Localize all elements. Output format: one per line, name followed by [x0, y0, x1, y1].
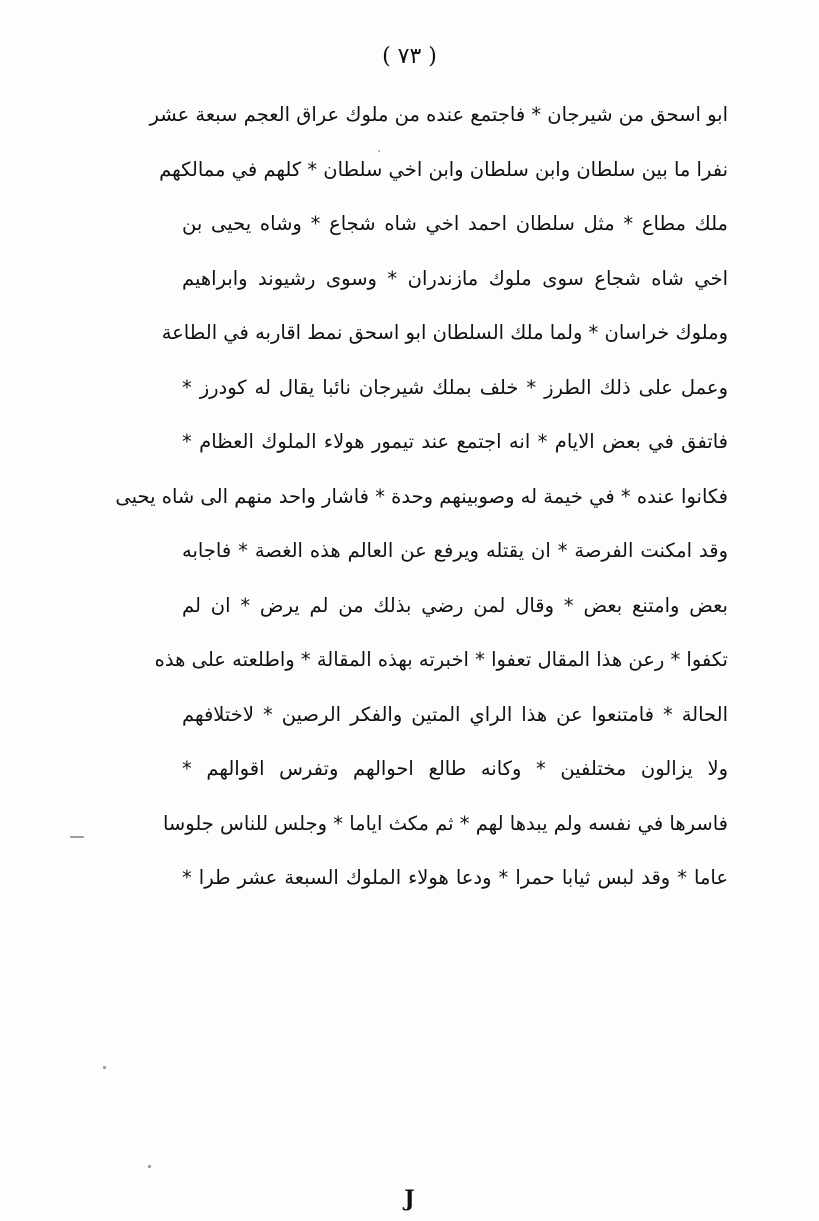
text-line: فاتفق في بعض الايام * انه اجتمع عند تيمور هولاء الملوك العظام * [182, 430, 728, 453]
scan-speck [103, 1066, 106, 1069]
text-line: بعض وامتنع بعض * وقال لمن رضي بذلك من لم يرض * ان لم [182, 593, 728, 617]
text-line: ابو اسحق من شيرجان * فاجتمع عنده من ملوك عراق العجم سبعة عشر [149, 103, 728, 126]
text-line: ولا يزالون مختلفين * وكانه طالع احوالهم وتفرس اقوالهم * [182, 757, 728, 780]
text-block [115, 88, 728, 906]
printer-signature-mark: J [404, 1186, 415, 1212]
text-line: الحالة * فامتنعوا عن هذا الراي المتين والفكر الرصين * لاختلافهم [182, 702, 728, 726]
text-line: وعمل على ذلك الطرز * خلف بملك شيرجان نائبا يقال له كودرز * [182, 375, 728, 399]
text-line: فكانوا عنده * في خيمة له وصوبينهم وحدة * فاشار واحد منهم الى شاه يحيى [115, 484, 728, 508]
text-line: عاما * وقد لبس ثيابا حمرا * ودعا هولاء الملوك السبعة عشر طرا * [182, 866, 728, 889]
text-line: وقد امكنت الفرصة * ان يقتله ويرفع عن العالم هذه الغصة * فاجابه [182, 539, 728, 562]
text-line: فاسرها في نفسه ولم يبدها لهم * ثم مكث اياما * وجلس للناس جلوسا [162, 811, 728, 835]
scan-speck [378, 150, 380, 152]
text-line: وملوك خراسان * ولما ملك السلطان ابو اسحق نمط اقاربه في الطاعة [161, 321, 728, 344]
text-line: نفرا ما بين سلطان وابن سلطان وابن اخي سلطان * كلهم في ممالكهم [159, 157, 728, 181]
text-line: تكفوا * رعن هذا المقال تعفوا * اخبرته بهذه المقالة * واطلعته على هذه [154, 648, 728, 671]
text-line: ملك مطاع * مثل سلطان احمد اخي شاه شجاع * وشاه يحيى بن [182, 212, 728, 235]
text-line: اخي شاه شجاع سوى ملوك مازندران * وسوى رشيوند وابراهيم [182, 266, 728, 290]
page-number: ( ٧٣ ) [382, 44, 437, 69]
scan-speck [70, 836, 84, 838]
scan-speck [148, 1165, 151, 1168]
